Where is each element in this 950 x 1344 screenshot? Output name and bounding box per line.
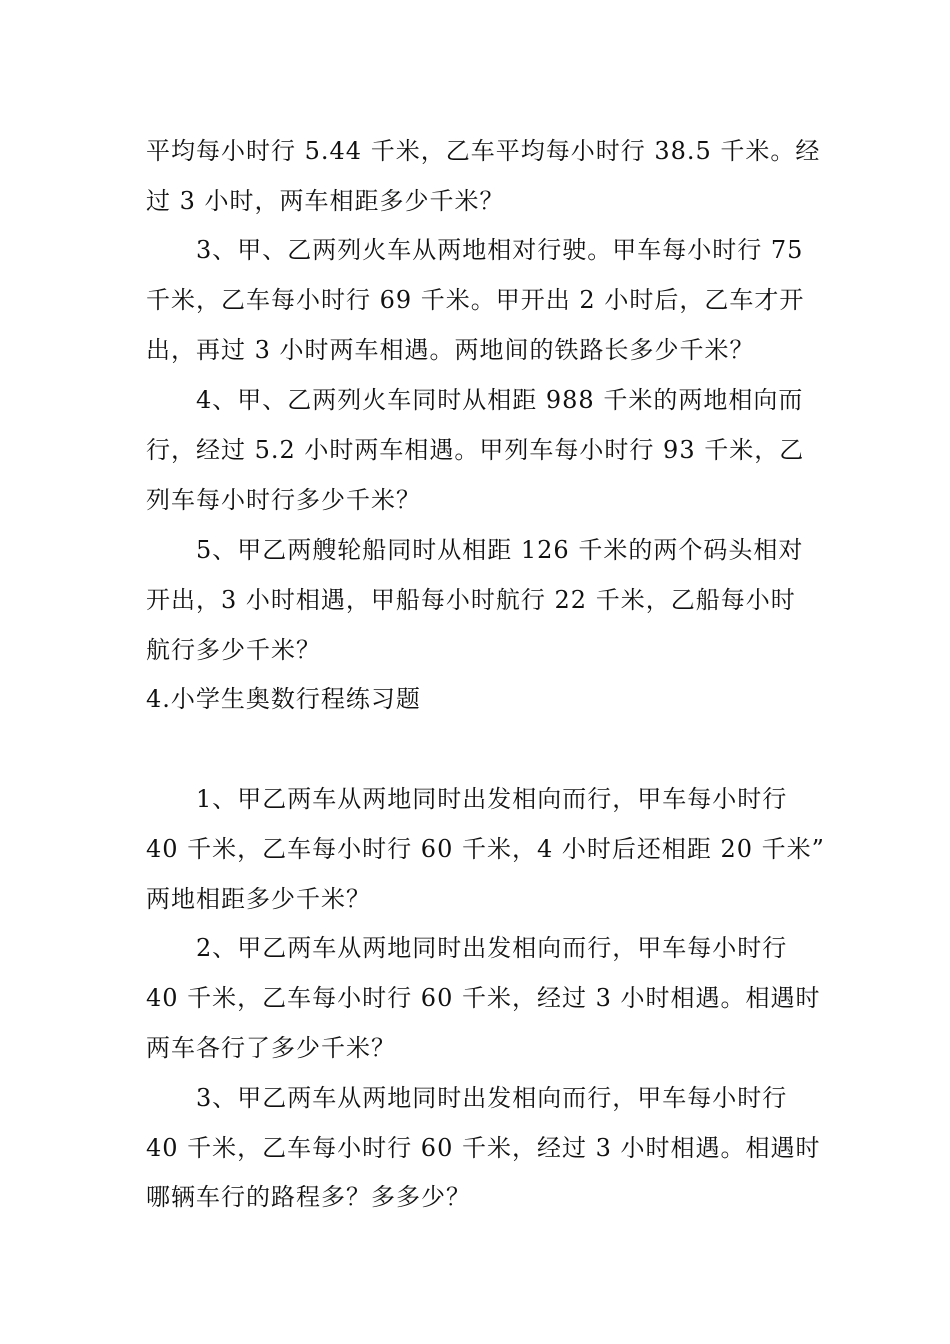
text-line: 开出，3 小时相遇，甲船每小时航行 22 千米，乙船每小时 (146, 586, 796, 614)
problem-3b-line: 3、甲乙两车从两地同时出发相向而行，甲车每小时行 (196, 1084, 788, 1112)
text-line: 行，经过 5.2 小时两车相遇。甲列车每小时行 93 千米，乙 (146, 436, 805, 464)
text-line: 千米，乙车每小时行 69 千米。甲开出 2 小时后，乙车才开 (146, 286, 805, 314)
text-line: 40 千米，乙车每小时行 60 千米，经过 3 小时相遇。相遇时 (146, 984, 821, 1012)
problem-5-line: 5、甲乙两艘轮船同时从相距 126 千米的两个码头相对 (196, 536, 804, 564)
problem-1-line: 1、甲乙两车从两地同时出发相向而行，甲车每小时行 (196, 785, 788, 813)
problem-2-line: 2、甲乙两车从两地同时出发相向而行，甲车每小时行 (196, 934, 788, 962)
text-line: 两地相距多少千米？ (146, 885, 371, 913)
text-line: 航行多少千米？ (146, 636, 321, 664)
text-line: 两车各行了多少千米？ (146, 1034, 396, 1062)
problem-3-line: 3、甲、乙两列火车从两地相对行驶。甲车每小时行 75 (196, 236, 804, 264)
text-line: 平均每小时行 5.44 千米，乙车平均每小时行 38.5 千米。经 (146, 137, 821, 165)
text-line: 列车每小时行多少千米？ (146, 486, 421, 514)
text-line: 过 3 小时，两车相距多少千米？ (146, 187, 505, 215)
problem-4-line: 4、甲、乙两列火车同时从相距 988 千米的两地相向而 (196, 386, 804, 414)
text-line: 40 千米，乙车每小时行 60 千米，4 小时后还相距 20 千米” (146, 835, 825, 863)
text-line: 40 千米，乙车每小时行 60 千米，经过 3 小时相遇。相遇时 (146, 1134, 821, 1162)
text-line: 哪辆车行的路程多？多多少？ (146, 1183, 471, 1211)
section-heading: 4.小学生奥数行程练习题 (146, 685, 421, 713)
text-line: 出，再过 3 小时两车相遇。两地间的铁路长多少千米？ (146, 336, 755, 364)
